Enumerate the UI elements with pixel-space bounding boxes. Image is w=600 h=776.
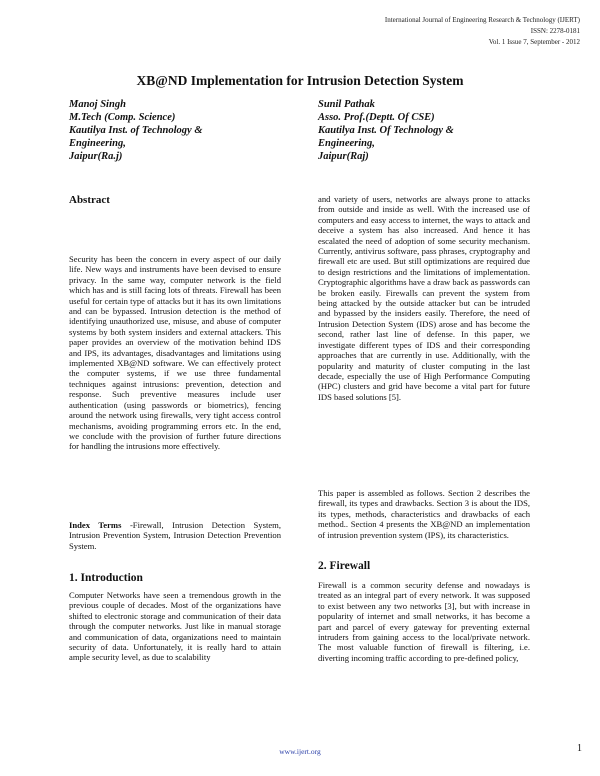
journal-volume: Vol. 1 Issue 7, September - 2012 bbox=[488, 38, 580, 46]
page-number: 1 bbox=[577, 743, 582, 754]
intro-text: Computer Networks have seen a tremendous growth in the previous couple of decades. Most of the organizations have shifted to electronic storage and communication of their data through the computer networks. Just like in manual storage and communication of data, organizations need to maintain security of data. Unfortunately, it is really hard to attain ample security level, as due to scalability bbox=[69, 590, 281, 663]
intro-heading: 1. Introduction bbox=[69, 572, 143, 584]
author-institution-cont: Engineering, bbox=[69, 138, 126, 149]
author-institution: Kautilya Inst. Of Technology & bbox=[318, 125, 454, 136]
author-institution: Kautilya Inst. of Technology & bbox=[69, 125, 203, 136]
journal-header bbox=[385, 15, 580, 48]
index-terms bbox=[69, 520, 281, 551]
author-city: Jaipur(Ra.j) bbox=[69, 151, 123, 162]
author-1 bbox=[69, 98, 269, 163]
author-name: Manoj Singh bbox=[69, 99, 126, 110]
right-paragraph-2: This paper is assembled as follows. Section 2 describes the firewall, its types and drawbacks. Section 3 is about the IDS, its types, methods, characteristics and drawbacks of each method.. Section 4 presents the XB@ND an implementation of intrusion prevention system (IPS), its characteristics. bbox=[318, 488, 530, 540]
abstract-text: Security has been the concern in every aspect of our daily life. New ways and instruments have been devised to ensure privacy. In the same way, computer network is the field which has and is still facing lots of threats. Firewall has been useful for certain type of attacks but it has its own limitations and can be bypassed. Intrusion detection is the method of identifying unauthorized use, misuse, and abuse of computer systems by both system insiders and external attackers. This paper provides an overview of the motivation behind IDS and IPS, its advantages, disadvantages and limitations using implemented XB@ND software. We can effectively protect the computer systems, if we use three fundamental techniques against intrusions: prevention, detection and response. Such preventive measures include user authentication (using passwords or biometrics), fencing around the network using firewalls, very tight access control mechanisms, avoiding programming errors etc. In the end, we conclude with the provision of further future directions for handling the intrusions more effectively. bbox=[69, 254, 281, 452]
abstract-heading: Abstract bbox=[69, 194, 110, 206]
firewall-heading: 2. Firewall bbox=[318, 560, 371, 572]
author-city: Jaipur(Raj) bbox=[318, 151, 369, 162]
author-name: Sunil Pathak bbox=[318, 99, 375, 110]
journal-name: International Journal of Engineering Research & Technology (IJERT) bbox=[384, 16, 580, 24]
author-degree: Asso. Prof.(Deptt. Of CSE) bbox=[318, 112, 435, 123]
author-degree: M.Tech (Comp. Science) bbox=[69, 112, 176, 123]
right-paragraph-1: and variety of users, networks are always prone to attacks from outside and inside as well. With the increased use of computers and easy access to internet, the ways to attack and deceive a system has also increased. And hence it has escalated the need of adoption of some security mechanism. Currently, antivirus software, pass phrases, cryptography and firewall etc are used. But still optimizations are required due to design restrictions and the limitations of implementation. Cryptographic algorithms have a draw back as passwords can be broken easily. Firewalls can prevent the system from being attacked by the outside attacker but can be intruded and bypassed by the insiders easily. Therefore, the need of Intrusion Detection System (IDS) arose and has become the second, rather last line of defense. In this paper, we investigate different types of IDS and their corresponding approaches that are currently in use. Additionally, with the popularity and maturity of cluster computing in the last decade, especially the use of High Performance Computing (HPC) clusters and grid have become a vital part for future IDS based solutions [5]. bbox=[318, 194, 530, 402]
firewall-text: Firewall is a common security defense and nowadays is treated as an integral part of every network. It was supposed to exist between any two networks [3], but with increase in popularity of internet and small networks, it has become a part and parcel of every gateway for preventing external intruders from gaining access to the local/private network. The most valuable function of firewall is filtering, i.e. diverting incoming traffic according to pre-defined policy, bbox=[318, 580, 530, 663]
index-terms-label: Index Terms bbox=[69, 520, 122, 530]
author-2 bbox=[318, 98, 528, 163]
journal-issn: ISSN: 2278-0181 bbox=[530, 27, 580, 35]
paper-title: XB@ND Implementation for Intrusion Detection System bbox=[136, 73, 464, 88]
footer-url[interactable]: www.ijert.org bbox=[279, 747, 321, 756]
index-terms-text: -Firewall, Intrusion Detection System, Intrusion Prevention System, Intrusion Detection Prevention System. bbox=[69, 520, 281, 551]
author-institution-cont: Engineering, bbox=[318, 138, 375, 149]
